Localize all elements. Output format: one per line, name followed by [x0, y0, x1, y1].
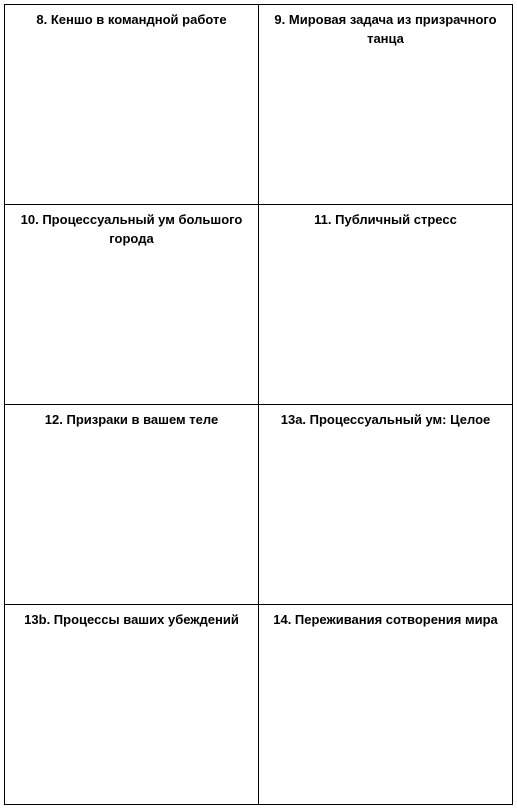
worksheet-grid — [4, 4, 513, 805]
cell-title: 10. Процессуальный ум большого города — [20, 212, 243, 246]
cell-title: 8. Кеншо в командной работе — [36, 12, 227, 27]
cell-title: 13b. Процессы ваших убеждений — [24, 612, 239, 627]
worksheet-cell — [259, 205, 513, 405]
worksheet-cell — [5, 405, 259, 605]
worksheet-cell — [259, 5, 513, 205]
cell-title: 9. Мировая задача из призрачного танца — [274, 12, 497, 46]
cell-title: 13a. Процессуальный ум: Целое — [280, 412, 491, 427]
cell-title: 12. Призраки в вашем теле — [44, 412, 219, 427]
grid-row — [5, 605, 513, 805]
grid-row — [5, 5, 513, 205]
cell-title: 11. Публичный стресс — [314, 212, 457, 227]
grid-row — [5, 205, 513, 405]
worksheet-cell — [259, 405, 513, 605]
worksheet-cell — [5, 605, 259, 805]
cell-title: 14. Переживания сотворения мира — [273, 612, 498, 627]
grid-row — [5, 405, 513, 605]
worksheet-cell — [5, 205, 259, 405]
worksheet-cell — [5, 5, 259, 205]
worksheet-cell — [259, 605, 513, 805]
